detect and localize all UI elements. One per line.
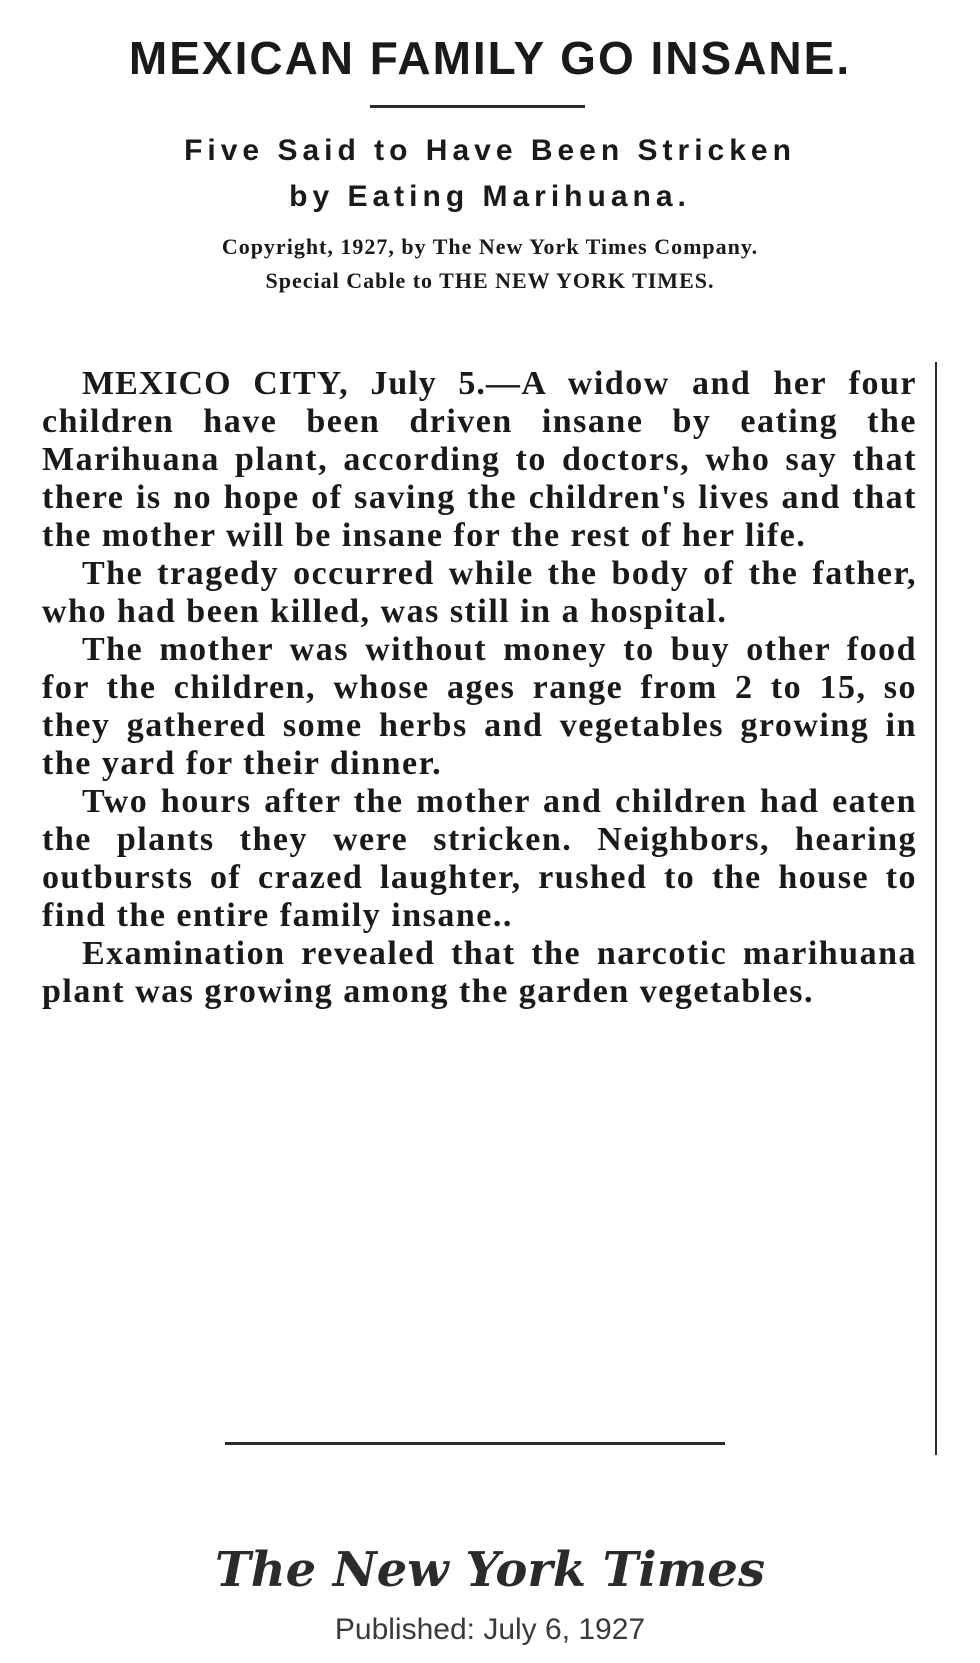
column-rule xyxy=(935,362,937,1455)
publication-date: Published: July 6, 1927 xyxy=(334,1613,646,1646)
credit-block xyxy=(40,230,940,298)
headline-divider xyxy=(370,105,585,108)
article-paragraph-2: The tragedy occurred while the body of the father, who had been killed, was still in a hospital. xyxy=(42,555,917,630)
article-paragraph-3: The mother was without money to buy other food for the children, whose ages range from 2 to 15, so they gathered some herbs and vegetables growing in the yard for their dinner. xyxy=(42,631,917,782)
subheadline-line-2: by Eating Marihuana. xyxy=(289,180,691,213)
headline: MEXICAN FAMILY GO INSANE. xyxy=(128,32,852,84)
subheadline-line-1: Five Said to Have Been Stricken xyxy=(184,134,796,167)
article-paragraph-1 xyxy=(42,365,917,555)
copyright-line: Copyright, 1927, by The New York Times Company. xyxy=(221,234,759,259)
special-cable-line: Special Cable to THE NEW YORK TIMES. xyxy=(265,268,715,293)
dateline: MEXICO CITY, July 5. xyxy=(82,365,486,402)
lead-text: —A widow and her four children have been driven insane by eating the Marihuana plant, according to doctors, who say that there is no hope of saving the children's lives and that the mother will be insane for the rest of her life. xyxy=(42,365,917,554)
article-body xyxy=(42,365,917,1011)
article-paragraph-4: Two hours after the mother and children had eaten the plants they were stricken. Neighbors, hearing outbursts of crazed laughter, rushed to the house to find the entire family insane.. xyxy=(42,783,917,934)
article-paragraph-5: Examination revealed that the narcotic marihuana plant was growing among the garden vegetables. xyxy=(42,935,917,1010)
article-end-rule xyxy=(225,1442,725,1445)
nyt-masthead-logo: The New York Times xyxy=(215,1542,765,1598)
subheadline xyxy=(40,128,940,220)
